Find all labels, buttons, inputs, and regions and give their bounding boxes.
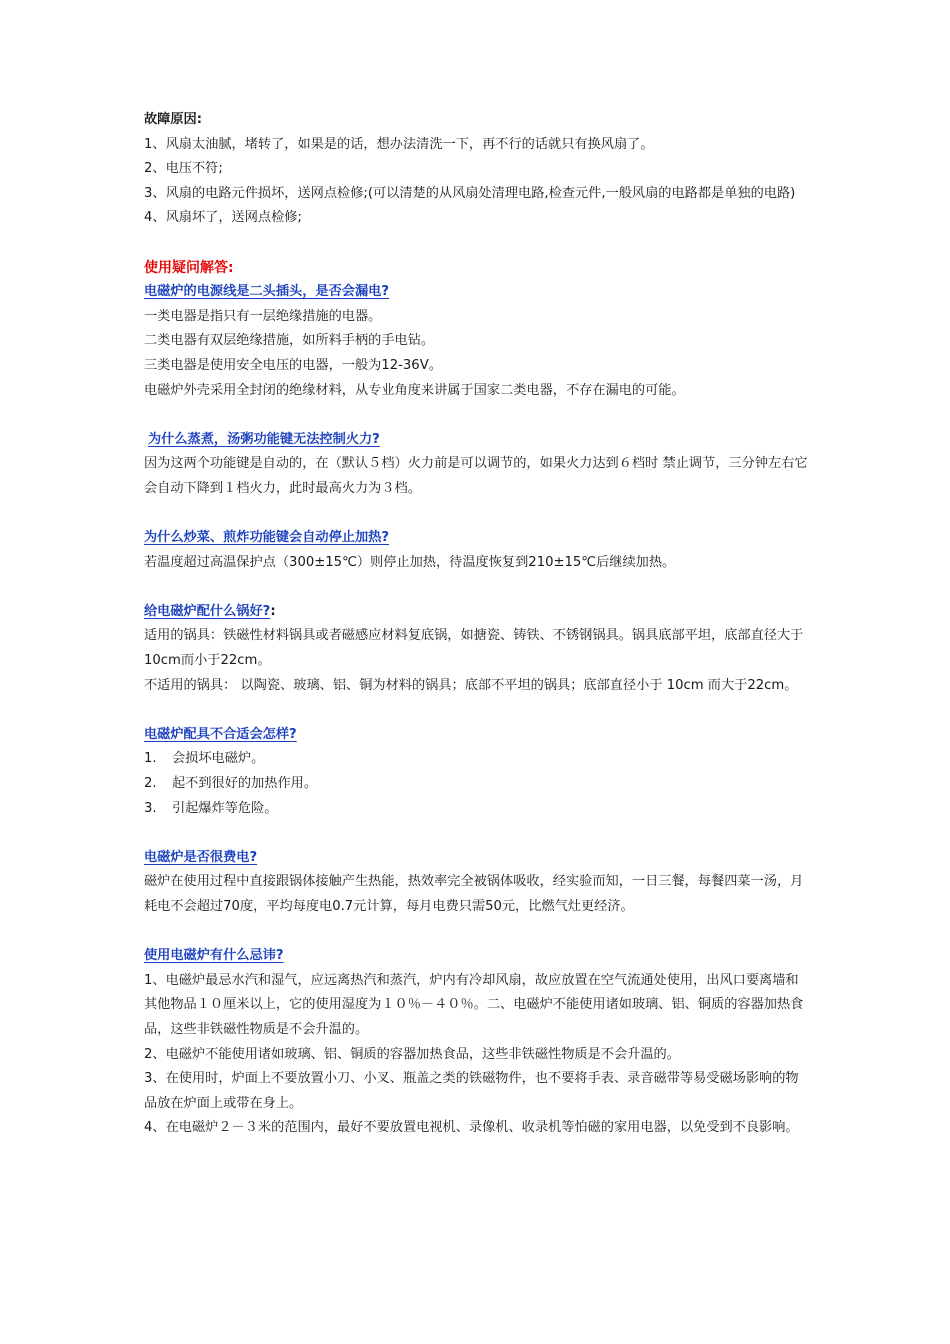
fault-item: 4、风扇坏了，送网点检修; — [144, 210, 302, 226]
fault-item: 2、电压不符; — [144, 161, 223, 177]
item-text: 起不到很好的加热作用。 — [172, 776, 318, 792]
item-text: 会损坏电磁炉。 — [172, 751, 265, 767]
numbered-item — [144, 797, 810, 822]
fault-item: 1、风扇太油腻，堵转了，如果是的话，想办法清洗一下，再不行的话就只有换风扇了。 — [144, 136, 654, 152]
item-text: 引起爆炸等危险。 — [172, 800, 278, 816]
question-heading: 使用电磁炉有什么忌讳? — [144, 948, 284, 964]
answer-line: 电磁炉外壳采用全封闭的绝缘材料，从专业角度来讲属于国家二类电器，不存在漏电的可能。 — [144, 382, 685, 398]
answer-line: 适用的锅具：铁磁性材料锅具或者磁感应材料复底锅，如搪瓷、铸铁、不锈钢锅具。锅具底部平坦，底部直径大于10cm而小于22cm。 — [144, 628, 804, 669]
answer-line: 1、电磁炉最忌水汽和湿气，应远离热汽和蒸汽，炉内有冷却风扇，故应放置在空气流通处使用，出风口要离墙和其他物品１０厘米以上，它的使用湿度为１０％－４０％。二、电磁炉不能使用诸如玻璃、铝、铜质的容器加热食品，这些非铁磁性物质是不会升温的。 — [144, 972, 804, 1037]
item-number: 1. — [144, 751, 157, 767]
question-heading: 电磁炉的电源线是二头插头，是否会漏电? — [144, 284, 390, 300]
question-heading: 电磁炉是否很费电? — [144, 849, 258, 865]
numbered-item — [144, 772, 810, 797]
answer-line: 若温度超过高温保护点（300±15℃）则停止加热，待温度恢复到210±15℃后继续加热。 — [144, 554, 676, 570]
question-heading: 为什么蒸煮，汤粥功能键无法控制火力? — [148, 431, 380, 447]
answer-line: 三类电器是使用安全电压的电器，一般为12-36V。 — [144, 357, 442, 373]
item-number: 3. — [144, 800, 157, 816]
question-suffix: : — [270, 603, 276, 619]
answer-line: 二类电器有双层绝缘措施，如所料手柄的手电钻。 — [144, 333, 435, 349]
faq-title: 使用疑问解答: — [144, 259, 234, 276]
fault-item: 3、风扇的电路元件损坏，送网点检修;(可以清楚的从风扇处清理电路,检查元件,一般风扇的电路都是单独的电路) — [144, 185, 796, 201]
answer-line: 4、在电磁炉２－３米的范围内，最好不要放置电视机、录像机、收录机等怕磁的家用电器，以免受到不良影响。 — [144, 1120, 799, 1136]
item-number: 2. — [144, 776, 157, 792]
answer-line: 因为这两个功能键是自动的，在（默认５档）火力前是可以调节的，如果火力达到６档时 禁止调节，三分钟左右它会自动下降到１档火力，此时最高火力为３档。 — [144, 456, 808, 496]
document-page — [144, 108, 810, 1141]
answer-line: 2、电磁炉不能使用诸如玻璃、铝、铜质的容器加热食品，这些非铁磁性物质是不会升温的。 — [144, 1046, 680, 1062]
numbered-item — [144, 747, 810, 772]
question-heading: 电磁炉配具不合适会怎样? — [144, 726, 297, 742]
fault-title: 故障原因: — [144, 112, 203, 127]
answer-line: 3、在使用时，炉面上不要放置小刀、小叉、瓶盖之类的铁磁物件，也不要将手表、录音磁带等易受磁场影响的物品放在炉面上或带在身上。 — [144, 1071, 799, 1111]
question-heading: 给电磁炉配什么锅好? — [144, 603, 271, 619]
answer-line: 磁炉在使用过程中直接跟锅体接触产生热能，热效率完全被锅体吸收，经实验而知，一日三餐，每餐四菜一汤，月耗电不会超过70度，平均每度电0.7元计算，每月电费只需50元，比燃气灶更经济。 — [144, 874, 804, 914]
answer-line: 一类电器是指只有一层绝缘措施的电器。 — [144, 308, 382, 324]
question-heading: 为什么炒菜、煎炸功能键会自动停止加热? — [144, 530, 390, 546]
answer-line: 不适用的锅具： 以陶瓷、玻璃、铝、铜为材料的锅具；底部不平坦的锅具；底部直径小于 10cm 而大于22cm。 — [144, 677, 798, 693]
